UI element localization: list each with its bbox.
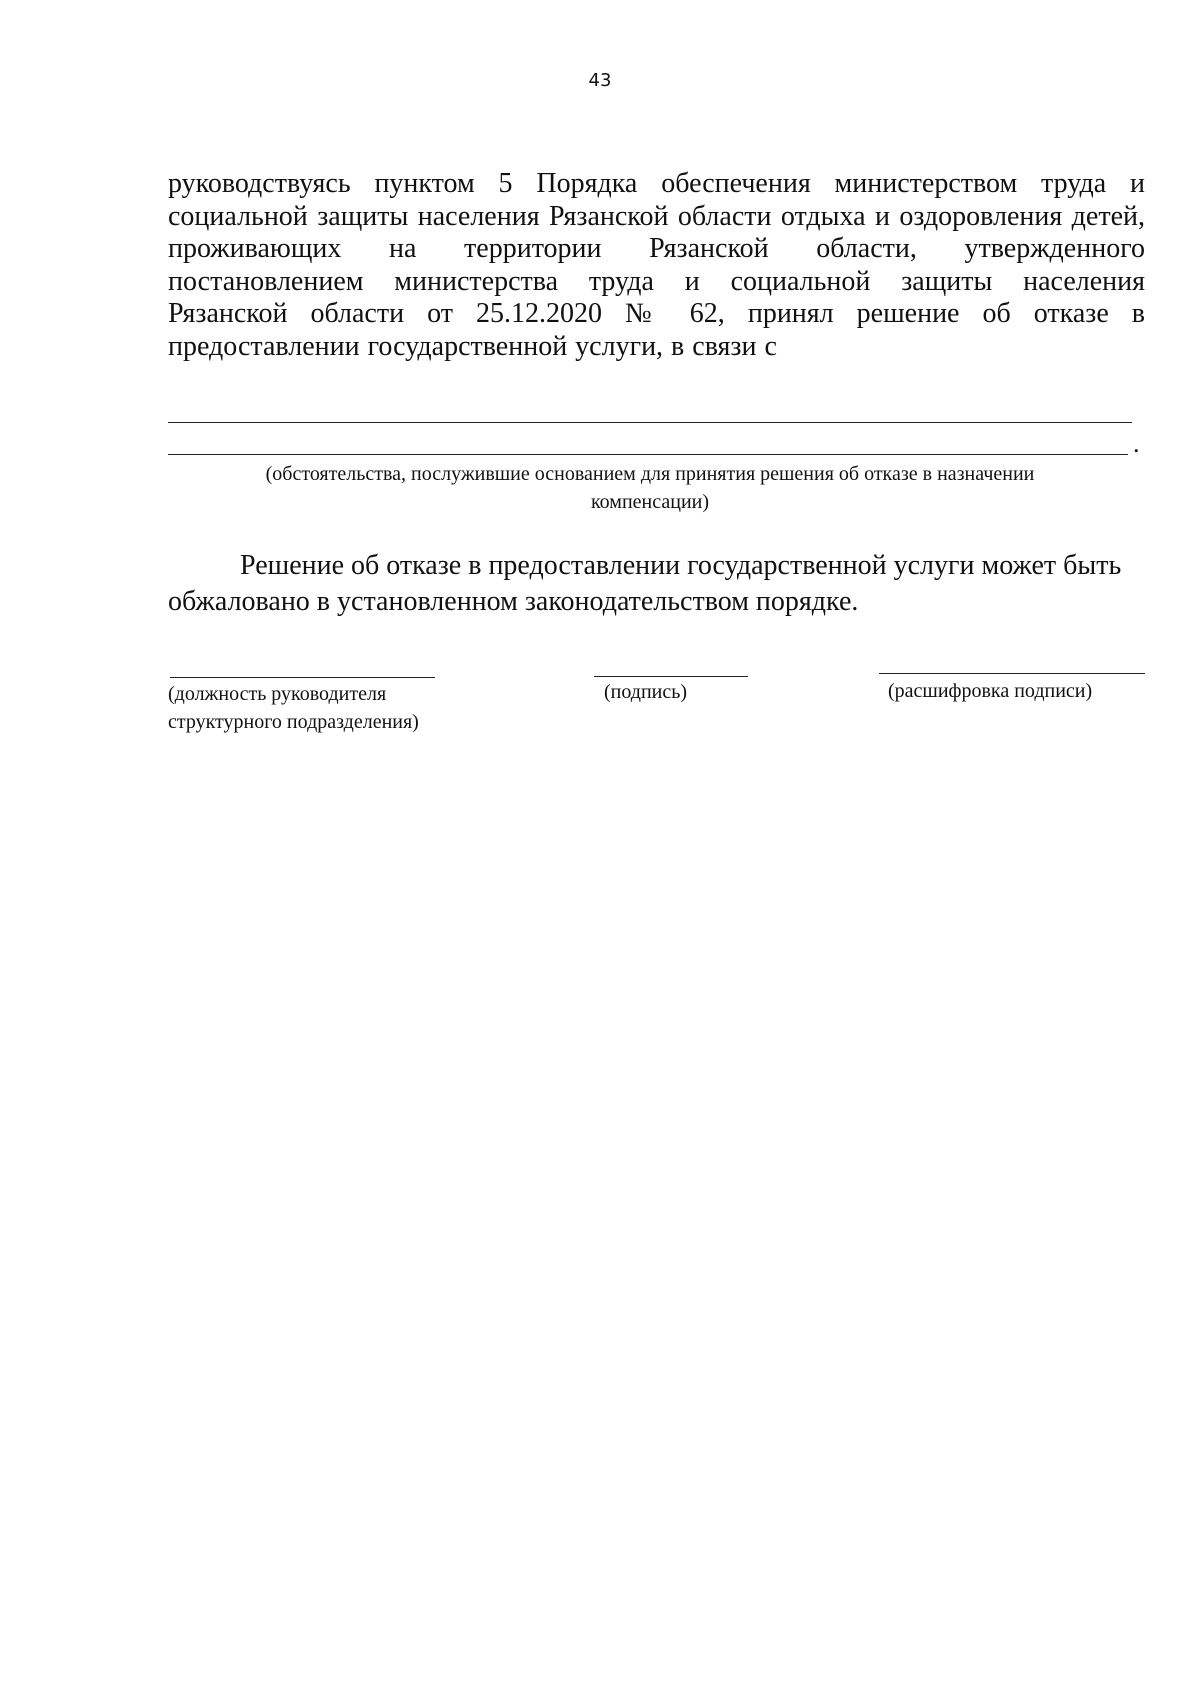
- decision-paragraph: [168, 548, 1145, 620]
- paragraph-line: проживающих на территории Рязанской области, утвержденного: [168, 233, 1145, 264]
- caption-line: (обстоятельства, послужившие основанием для принятия решения об отказе в назначении: [265, 463, 1035, 485]
- position-signature-line: [170, 677, 435, 678]
- paragraph-line: руководствуясь пунктом 5 Порядка обеспечения министерством труда и: [168, 168, 1145, 199]
- main-paragraph: [168, 168, 1145, 363]
- paragraph-line: постановлением министерства труда и социальной защиты населения: [168, 265, 1145, 297]
- decoding-signature-line: [879, 673, 1145, 674]
- signature-line: [594, 676, 748, 677]
- paragraph-line: Решение об отказе в предоставлении государственной услуги может быть: [240, 550, 1122, 581]
- caption-line: компенсации): [590, 491, 710, 513]
- blank-fill-line: [168, 422, 1132, 423]
- signature-label: (подпись): [604, 681, 688, 703]
- blank-fill-line: [168, 454, 1128, 455]
- page-number: 43: [588, 70, 612, 91]
- end-punctuation: .: [1133, 429, 1140, 458]
- paragraph-line: предоставлении государственной услуги, в связи с: [168, 330, 777, 362]
- position-label: [168, 680, 498, 736]
- decoding-label: (расшифровка подписи): [888, 680, 1093, 702]
- position-label-line: (должность руководителя: [168, 683, 387, 705]
- blank-field-caption: [168, 460, 1132, 516]
- paragraph-line: обжаловано в установленном законодательством порядке.: [168, 586, 859, 617]
- paragraph-line: Рязанской области от 25.12.2020 № 62, принял решение об отказе в: [168, 298, 1145, 329]
- position-label-line: структурного подразделения): [168, 711, 419, 733]
- paragraph-line: социальной защиты населения Рязанской области отдыха и оздоровления детей,: [168, 200, 1145, 232]
